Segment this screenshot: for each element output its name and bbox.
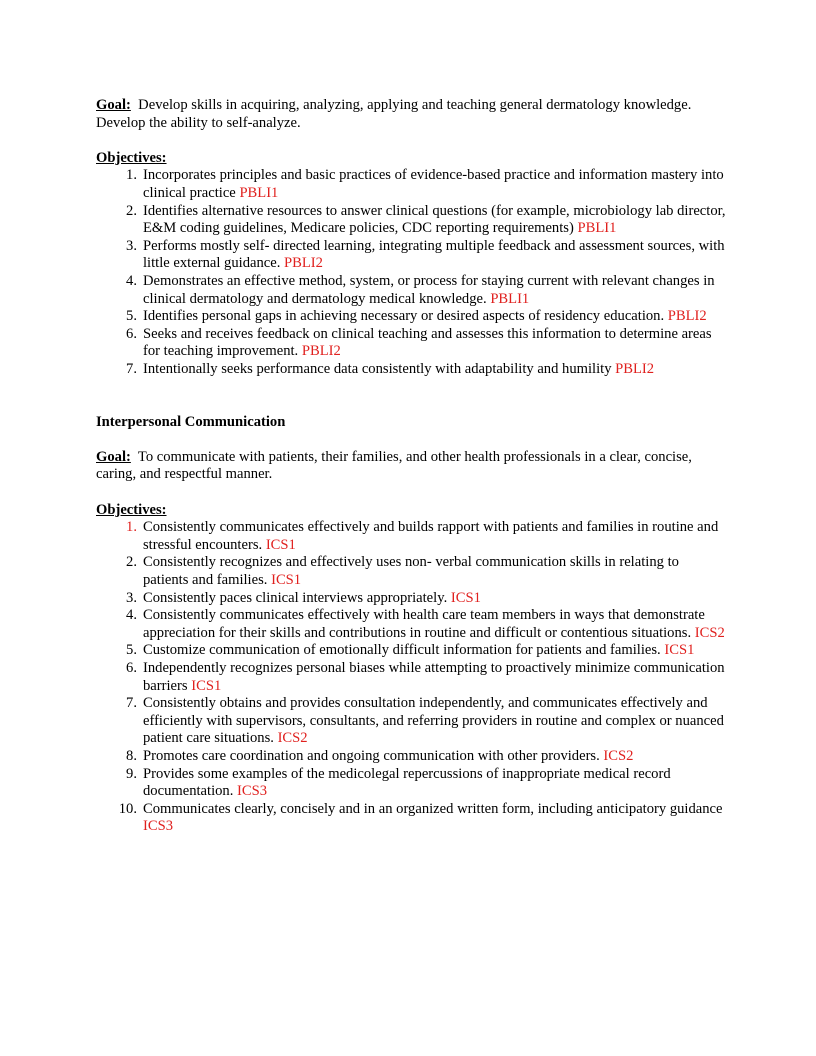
objective-text: Intentionally seeks performance data consistently with adaptability and humility <box>143 360 612 377</box>
objective-item <box>96 695 726 748</box>
objective-text: Seeks and receives feedback on clinical teaching and assesses this information to determine areas for teaching improvement. <box>143 325 712 360</box>
objective-text: Provides some examples of the medicolegal repercussions of inappropriate medical record documentation. <box>143 765 671 800</box>
competency-code: ICS2 <box>603 747 634 764</box>
objective-number: 4. <box>126 607 137 624</box>
objective-content <box>143 326 726 361</box>
goal-label: Goal: <box>96 448 131 465</box>
goal-text: To communicate with patients, their families, and other health professionals in a clear, concise, caring, and respectful manner. <box>96 448 692 483</box>
objective-item <box>96 519 726 554</box>
objective-number: 7. <box>126 695 137 712</box>
objective-item <box>96 167 726 202</box>
objective-text: Performs mostly self- directed learning, integrating multiple feedback and assessment sources, with little external guidance. <box>143 237 725 272</box>
goal-text: Develop skills in acquiring, analyzing, applying and teaching general dermatology knowledge. Develop the ability to self-analyze. <box>96 97 692 131</box>
objective-content <box>143 607 726 642</box>
competency-code: PBLI2 <box>284 255 323 272</box>
objective-number: 2. <box>126 202 137 219</box>
objective-content <box>143 801 726 836</box>
objective-item <box>96 642 726 660</box>
competency-code: ICS3 <box>143 818 174 835</box>
competency-code: PBLI1 <box>239 184 279 201</box>
objective-content <box>143 766 726 801</box>
pbli-objectives-label: Objectives: <box>96 149 167 166</box>
objective-text: Communicates clearly, concisely and in an organized written form, including anticipatory guidance <box>143 800 723 817</box>
objective-item <box>96 361 726 379</box>
objective-text: Promotes care coordination and ongoing communication with other providers. <box>143 747 600 764</box>
objective-item <box>96 554 726 589</box>
objective-content <box>143 660 726 695</box>
objective-text: Demonstrates an effective method, system, or process for staying current with relevant changes in clinical dermatology and dermatology medical knowledge. <box>143 272 715 307</box>
objective-number: 2. <box>126 554 137 571</box>
objective-text: Identifies personal gaps in achieving necessary or desired aspects of residency education. <box>143 308 665 325</box>
pbli-goal <box>96 97 726 132</box>
objective-text: Consistently obtains and provides consultation independently, and communicates effectively and efficiently with supervisors, consultants, and referring providers in routine and complex or nuanced patient care situations. <box>143 695 724 747</box>
ics-objectives-list <box>96 519 726 836</box>
objective-item <box>96 766 726 801</box>
objective-number: 3. <box>126 589 137 606</box>
objective-item <box>96 590 726 608</box>
objective-content <box>143 695 726 748</box>
objective-text: Consistently communicates effectively with health care team members in ways that demonstrate appreciation for their skills and contributions in routine and difficult or contentious situations. <box>143 607 705 641</box>
objective-number: 5. <box>126 642 137 659</box>
competency-code: ICS1 <box>664 642 695 659</box>
objective-item <box>96 660 726 695</box>
competency-code: ICS1 <box>271 572 302 589</box>
section-heading: Interpersonal Communication <box>96 413 286 430</box>
objective-number: 9. <box>126 765 137 782</box>
objective-text: Consistently recognizes and effectively uses non- verbal communication skills in relating to patients and families. <box>143 554 679 589</box>
objective-number: 8. <box>126 747 137 764</box>
objective-content <box>143 642 726 660</box>
objective-item <box>96 326 726 361</box>
objective-item <box>96 238 726 273</box>
objective-number: 5. <box>126 308 137 325</box>
objective-content <box>143 748 726 766</box>
objective-number: 7. <box>126 360 137 377</box>
objective-number: 3. <box>126 237 137 254</box>
objective-number: 1. <box>126 167 137 184</box>
ics-goal <box>96 449 726 484</box>
objective-text: Identifies alternative resources to answer clinical questions (for example, microbiology lab director, E&M coding guidelines, Medicare policies, CDC reporting requirements) <box>143 202 726 237</box>
objective-content <box>143 361 726 379</box>
objective-text: Customize communication of emotionally difficult information for patients and families. <box>143 642 661 659</box>
objective-content <box>143 203 726 238</box>
objective-item <box>96 203 726 238</box>
competency-code: ICS2 <box>277 730 308 747</box>
objective-content <box>143 273 726 308</box>
objective-item <box>96 273 726 308</box>
goal-label: Goal: <box>96 97 131 113</box>
objective-text: Consistently paces clinical interviews appropriately. <box>143 589 448 606</box>
objective-number: 4. <box>126 272 137 289</box>
objective-content <box>143 167 726 202</box>
competency-code: ICS1 <box>450 589 481 606</box>
competency-code: ICS2 <box>694 624 725 641</box>
objective-content <box>143 590 726 608</box>
objective-number: 10. <box>118 800 137 817</box>
document-page <box>96 97 726 836</box>
objective-item <box>96 607 726 642</box>
competency-code: ICS1 <box>191 677 222 694</box>
objective-content <box>143 554 726 589</box>
objective-number: 1. <box>126 519 137 536</box>
competency-code: PBLI1 <box>577 220 617 237</box>
objective-text: Independently recognizes personal biases while attempting to proactively minimize communication barriers <box>143 660 725 694</box>
competency-code: PBLI2 <box>667 308 707 325</box>
objective-content <box>143 519 726 554</box>
competency-code: ICS3 <box>237 783 268 800</box>
competency-code: ICS1 <box>265 536 296 553</box>
objective-text: Incorporates principles and basic practices of evidence-based practice and information mastery into clinical practice <box>143 167 724 201</box>
objective-item <box>96 308 726 326</box>
competency-code: PBLI2 <box>301 343 341 360</box>
objective-number: 6. <box>126 660 137 676</box>
objective-number: 6. <box>126 325 137 342</box>
pbli-objectives-list <box>96 167 726 378</box>
objective-text: Consistently communicates effectively and builds rapport with patients and families in routine and stressful encounters. <box>143 519 719 553</box>
ics-objectives-label: Objectives: <box>96 501 167 518</box>
competency-code: PBLI1 <box>490 290 530 307</box>
objective-item <box>96 748 726 766</box>
objective-content <box>143 308 726 326</box>
objective-item <box>96 801 726 836</box>
competency-code: PBLI2 <box>615 360 655 377</box>
objective-content <box>143 238 726 273</box>
